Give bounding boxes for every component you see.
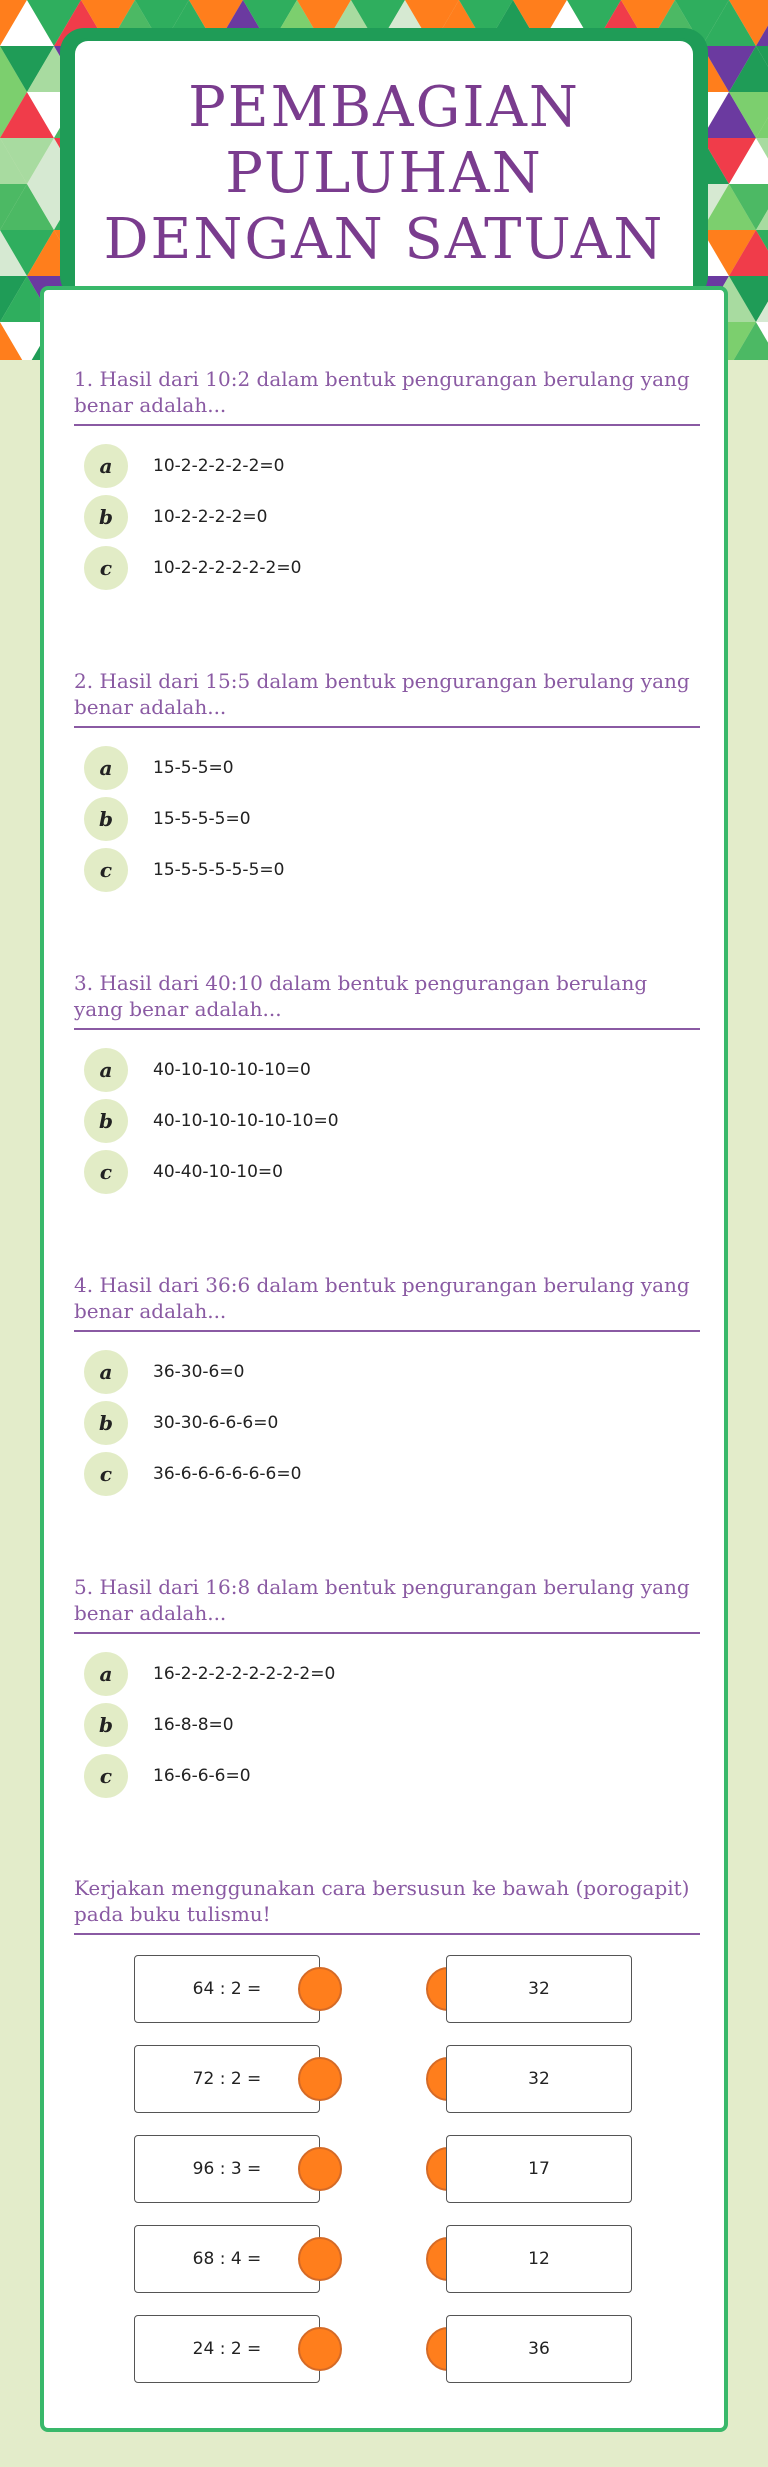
option-letter-badge: a — [84, 444, 128, 488]
option-letter-badge: a — [84, 746, 128, 790]
left-connector-dot[interactable] — [298, 2147, 342, 2191]
option-text: 10-2-2-2-2-2=0 — [153, 455, 285, 476]
option-letter-badge: a — [84, 1048, 128, 1092]
option-letter-badge: b — [84, 495, 128, 539]
left-connector-dot[interactable] — [298, 2237, 342, 2281]
option-letter-badge: c — [84, 1452, 128, 1496]
option-a[interactable] — [74, 1346, 700, 1397]
match-right-box: 32 — [446, 2045, 632, 2113]
match-right-box: 17 — [446, 2135, 632, 2203]
option-a[interactable] — [74, 1648, 700, 1699]
option-b[interactable] — [74, 1397, 700, 1448]
match-left-box: 68 : 4 = — [134, 2225, 320, 2293]
option-text: 16-8-8=0 — [153, 1714, 234, 1735]
options-list — [74, 440, 700, 593]
matching-instruction: Kerjakan menggunakan cara bersusun ke bawah (porogapit) pada buku tulismu! — [74, 1875, 700, 1935]
option-b[interactable] — [74, 793, 700, 844]
left-connector-dot[interactable] — [298, 1967, 342, 2011]
option-text: 10-2-2-2-2=0 — [153, 506, 268, 527]
match-left-box: 96 : 3 = — [134, 2135, 320, 2203]
option-text: 36-6-6-6-6-6-6=0 — [153, 1463, 302, 1484]
option-c[interactable] — [74, 1146, 700, 1197]
option-text: 36-30-6=0 — [153, 1361, 245, 1382]
match-right-box: 32 — [446, 1955, 632, 2023]
match-left-box: 24 : 2 = — [134, 2315, 320, 2383]
match-left-box: 64 : 2 = — [134, 1955, 320, 2023]
match-row — [74, 1955, 700, 2023]
question-text: 2. Hasil dari 15:5 dalam bentuk pengurangan berulang yang benar adalah... — [74, 668, 700, 728]
option-text: 15-5-5=0 — [153, 757, 234, 778]
option-letter-badge: a — [84, 1350, 128, 1394]
option-text: 16-2-2-2-2-2-2-2-2=0 — [153, 1663, 336, 1684]
option-a[interactable] — [74, 1044, 700, 1095]
option-text: 30-30-6-6-6=0 — [153, 1412, 279, 1433]
match-right-box: 12 — [446, 2225, 632, 2293]
options-list — [74, 742, 700, 895]
option-text: 16-6-6-6=0 — [153, 1765, 251, 1786]
option-letter-badge: c — [84, 546, 128, 590]
question-text: 4. Hasil dari 36:6 dalam bentuk pengurangan berulang yang benar adalah... — [74, 1272, 700, 1332]
quiz-card — [40, 286, 728, 2432]
option-a[interactable] — [74, 742, 700, 793]
option-c[interactable] — [74, 1448, 700, 1499]
option-c[interactable] — [74, 542, 700, 593]
option-letter-badge: c — [84, 1754, 128, 1798]
match-left-box: 72 : 2 = — [134, 2045, 320, 2113]
page-title: PEMBAGIAN PULUHAN DENGAN SATUAN — [103, 75, 665, 272]
option-c[interactable] — [74, 1750, 700, 1801]
question-5 — [74, 1574, 700, 1801]
question-3 — [74, 970, 700, 1197]
title-card — [60, 28, 708, 300]
title-card-inner — [72, 38, 696, 300]
options-list — [74, 1648, 700, 1801]
option-text: 10-2-2-2-2-2-2=0 — [153, 557, 302, 578]
option-letter-badge: b — [84, 1099, 128, 1143]
option-letter-badge: a — [84, 1652, 128, 1696]
option-letter-badge: b — [84, 797, 128, 841]
question-4 — [74, 1272, 700, 1499]
option-letter-badge: b — [84, 1401, 128, 1445]
option-letter-badge: c — [84, 848, 128, 892]
option-text: 15-5-5-5-5-5=0 — [153, 859, 285, 880]
option-text: 15-5-5-5=0 — [153, 808, 251, 829]
option-a[interactable] — [74, 440, 700, 491]
option-text: 40-10-10-10-10=0 — [153, 1059, 311, 1080]
option-text: 40-10-10-10-10-10=0 — [153, 1110, 339, 1131]
option-b[interactable] — [74, 1699, 700, 1750]
left-connector-dot[interactable] — [298, 2327, 342, 2371]
option-b[interactable] — [74, 1095, 700, 1146]
question-text: 3. Hasil dari 40:10 dalam bentuk pengurangan berulang yang benar adalah... — [74, 970, 700, 1030]
options-list — [74, 1346, 700, 1499]
match-row — [74, 2135, 700, 2203]
option-text: 40-40-10-10=0 — [153, 1161, 283, 1182]
match-right-box: 36 — [446, 2315, 632, 2383]
options-list — [74, 1044, 700, 1197]
question-1 — [74, 366, 700, 593]
left-connector-dot[interactable] — [298, 2057, 342, 2101]
question-text: 1. Hasil dari 10:2 dalam bentuk pengurangan berulang yang benar adalah... — [74, 366, 700, 426]
question-2 — [74, 668, 700, 895]
option-c[interactable] — [74, 844, 700, 895]
question-text: 5. Hasil dari 16:8 dalam bentuk pengurangan berulang yang benar adalah... — [74, 1574, 700, 1634]
option-letter-badge: c — [84, 1150, 128, 1194]
option-b[interactable] — [74, 491, 700, 542]
match-row — [74, 2315, 700, 2383]
match-row — [74, 2225, 700, 2293]
match-row — [74, 2045, 700, 2113]
matching-section — [74, 1875, 700, 2359]
option-letter-badge: b — [84, 1703, 128, 1747]
